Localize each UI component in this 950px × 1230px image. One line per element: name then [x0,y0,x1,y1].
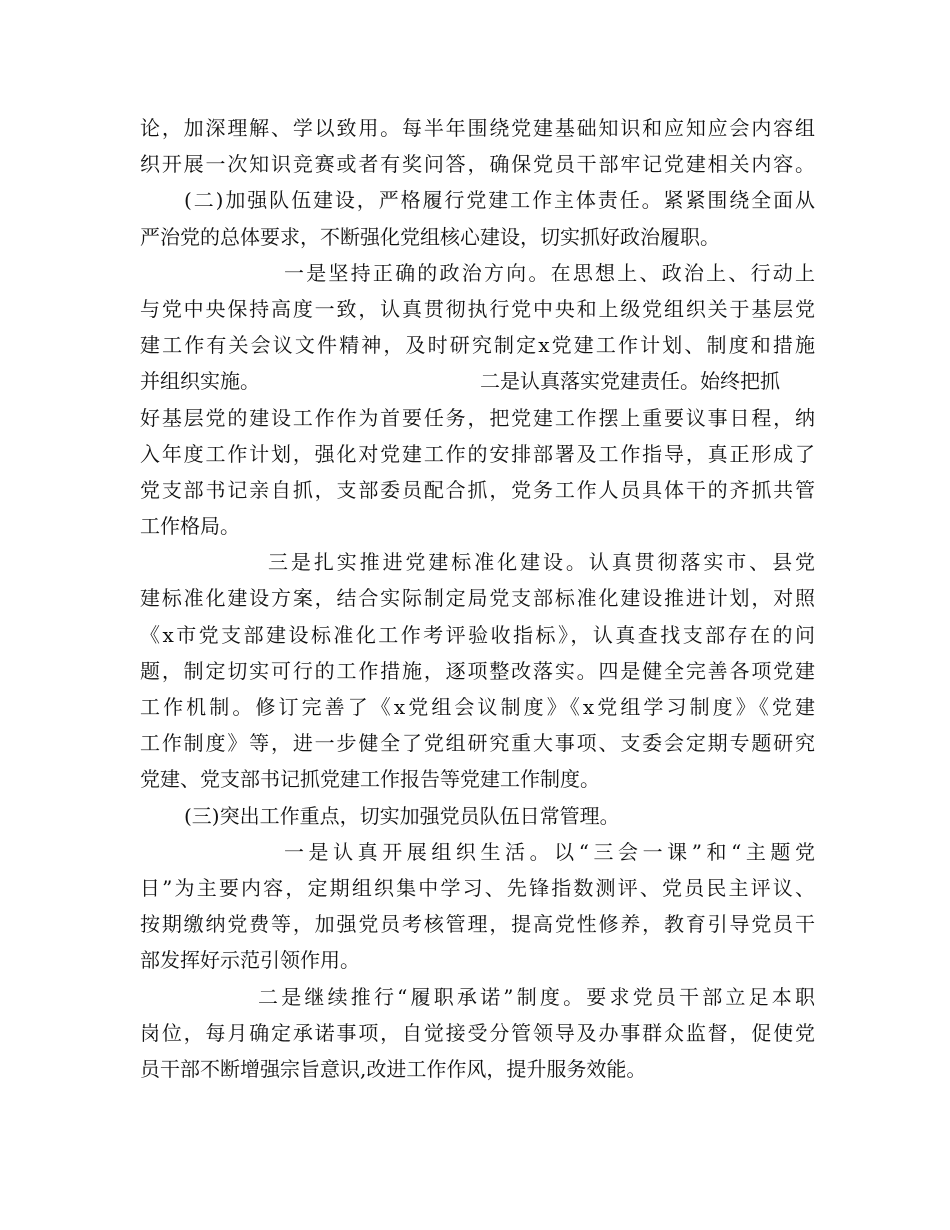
text-line-content: 与党中央保持高度一致，认真贯彻执行党中央和上级党组织关于基层党 [140,296,815,321]
text-line [140,255,815,291]
text-line [140,182,815,218]
text-line [140,653,815,689]
text-line [140,146,815,182]
text-line-content: 一是坚持正确的政治方向。在思想上、政治上、行动上 [284,260,815,285]
text-line [140,689,815,725]
text-line [140,580,815,616]
text-line-content: 织开展一次知识竞赛或者有奖问答，确保党员干部牢记党建相关内容。 [140,152,815,177]
text-line [140,870,815,906]
text-line [140,725,815,761]
text-line-content: (三)突出工作重点，切实加强党员队伍日常管理。 [184,803,620,828]
text-line-content: 二是继续推行“履职承诺”制度。要求党员干部立足本职 [258,984,815,1009]
text-line [140,544,815,580]
text-line [140,906,815,942]
text-line-content: 日”为主要内容，定期组织集中学习、先锋指数测评、党员民主评议、 [140,875,815,900]
text-line-content: (二)加强队伍建设，严格履行党建工作主体责任。紧紧围绕全面从 [184,188,815,213]
text-line-content: 入年度工作计划，强化对党建工作的安排部署及工作指导，真正形成了 [140,441,815,466]
text-line [140,400,815,436]
text-line-content: 好基层党的建设工作作为首要任务，把党建工作摆上重要议事日程，纳 [140,405,815,430]
text-line-content: 按期缴纳党费等，加强党员考核管理，提高党性修养，教育引导党员干 [140,912,815,937]
text-line [140,761,815,797]
text-line [140,472,815,508]
text-line [140,327,815,363]
text-line-content: 建工作有关会议文件精神，及时研究制定x党建工作计划、制度和措施 [140,333,815,358]
text-line-content: 三是扎实推进党建标准化建设。认真贯彻落实市、县党 [268,550,815,575]
text-line [140,1015,815,1051]
text-line-content: 岗位，每月确定承诺事项，自觉接受分管领导及办事群众监督，促使党 [140,1020,815,1045]
text-line-content: 工作格局。 [140,514,240,539]
text-line [140,508,815,544]
text-line [140,979,815,1015]
text-line [140,834,815,870]
text-line-content: 建标准化建设方案，结合实际制定局党支部标准化建设推进计划，对照 [140,586,815,611]
text-line [140,363,815,399]
text-line [140,1051,815,1087]
text-line-content: 《x市党支部建设标准化工作考评验收指标》，认真查找支部存在的问 [140,622,815,647]
text-line-content: 一是认真开展组织生活。以“三会一课”和“主题党 [284,839,815,864]
text-line [140,617,815,653]
text-line-content: 论，加深理解、学以致用。每半年围绕党建基础知识和应知应会内容组 [140,116,815,140]
text-line [140,110,815,146]
text-line [140,219,815,255]
text-line [140,798,815,834]
text-line-content: 严治党的总体要求，不断强化党组核心建设，切实抓好政治履职。 [140,224,720,249]
document-body [140,110,815,1087]
text-line-content: 部发挥好示范引领作用。 [140,948,360,973]
text-line-content: 工作制度》等，进一步健全了党组研究重大事项、支委会定期专题研究 [140,731,815,756]
text-line [140,291,815,327]
text-line-content: 党建、党支部书记抓党建工作报告等党建工作制度。 [140,767,600,792]
text-line-tail: 二是认真落实党建责任。始终把抓 [480,369,780,394]
text-line-content: 员干部不断增强宗旨意识,改进工作作风，提升服务效能。 [140,1056,647,1081]
text-line-content: 工作机制。修订完善了《x党组会议制度》《x党组学习制度》《党建 [140,695,815,719]
text-line [140,942,815,978]
text-line-content: 并组织实施。 [140,369,260,394]
text-line [140,436,815,472]
text-line-content: 题，制定切实可行的工作措施，逐项整改落实。四是健全完善各项党建 [140,658,815,683]
text-line-content: 党支部书记亲自抓，支部委员配合抓，党务工作人员具体干的齐抓共管 [140,477,815,502]
